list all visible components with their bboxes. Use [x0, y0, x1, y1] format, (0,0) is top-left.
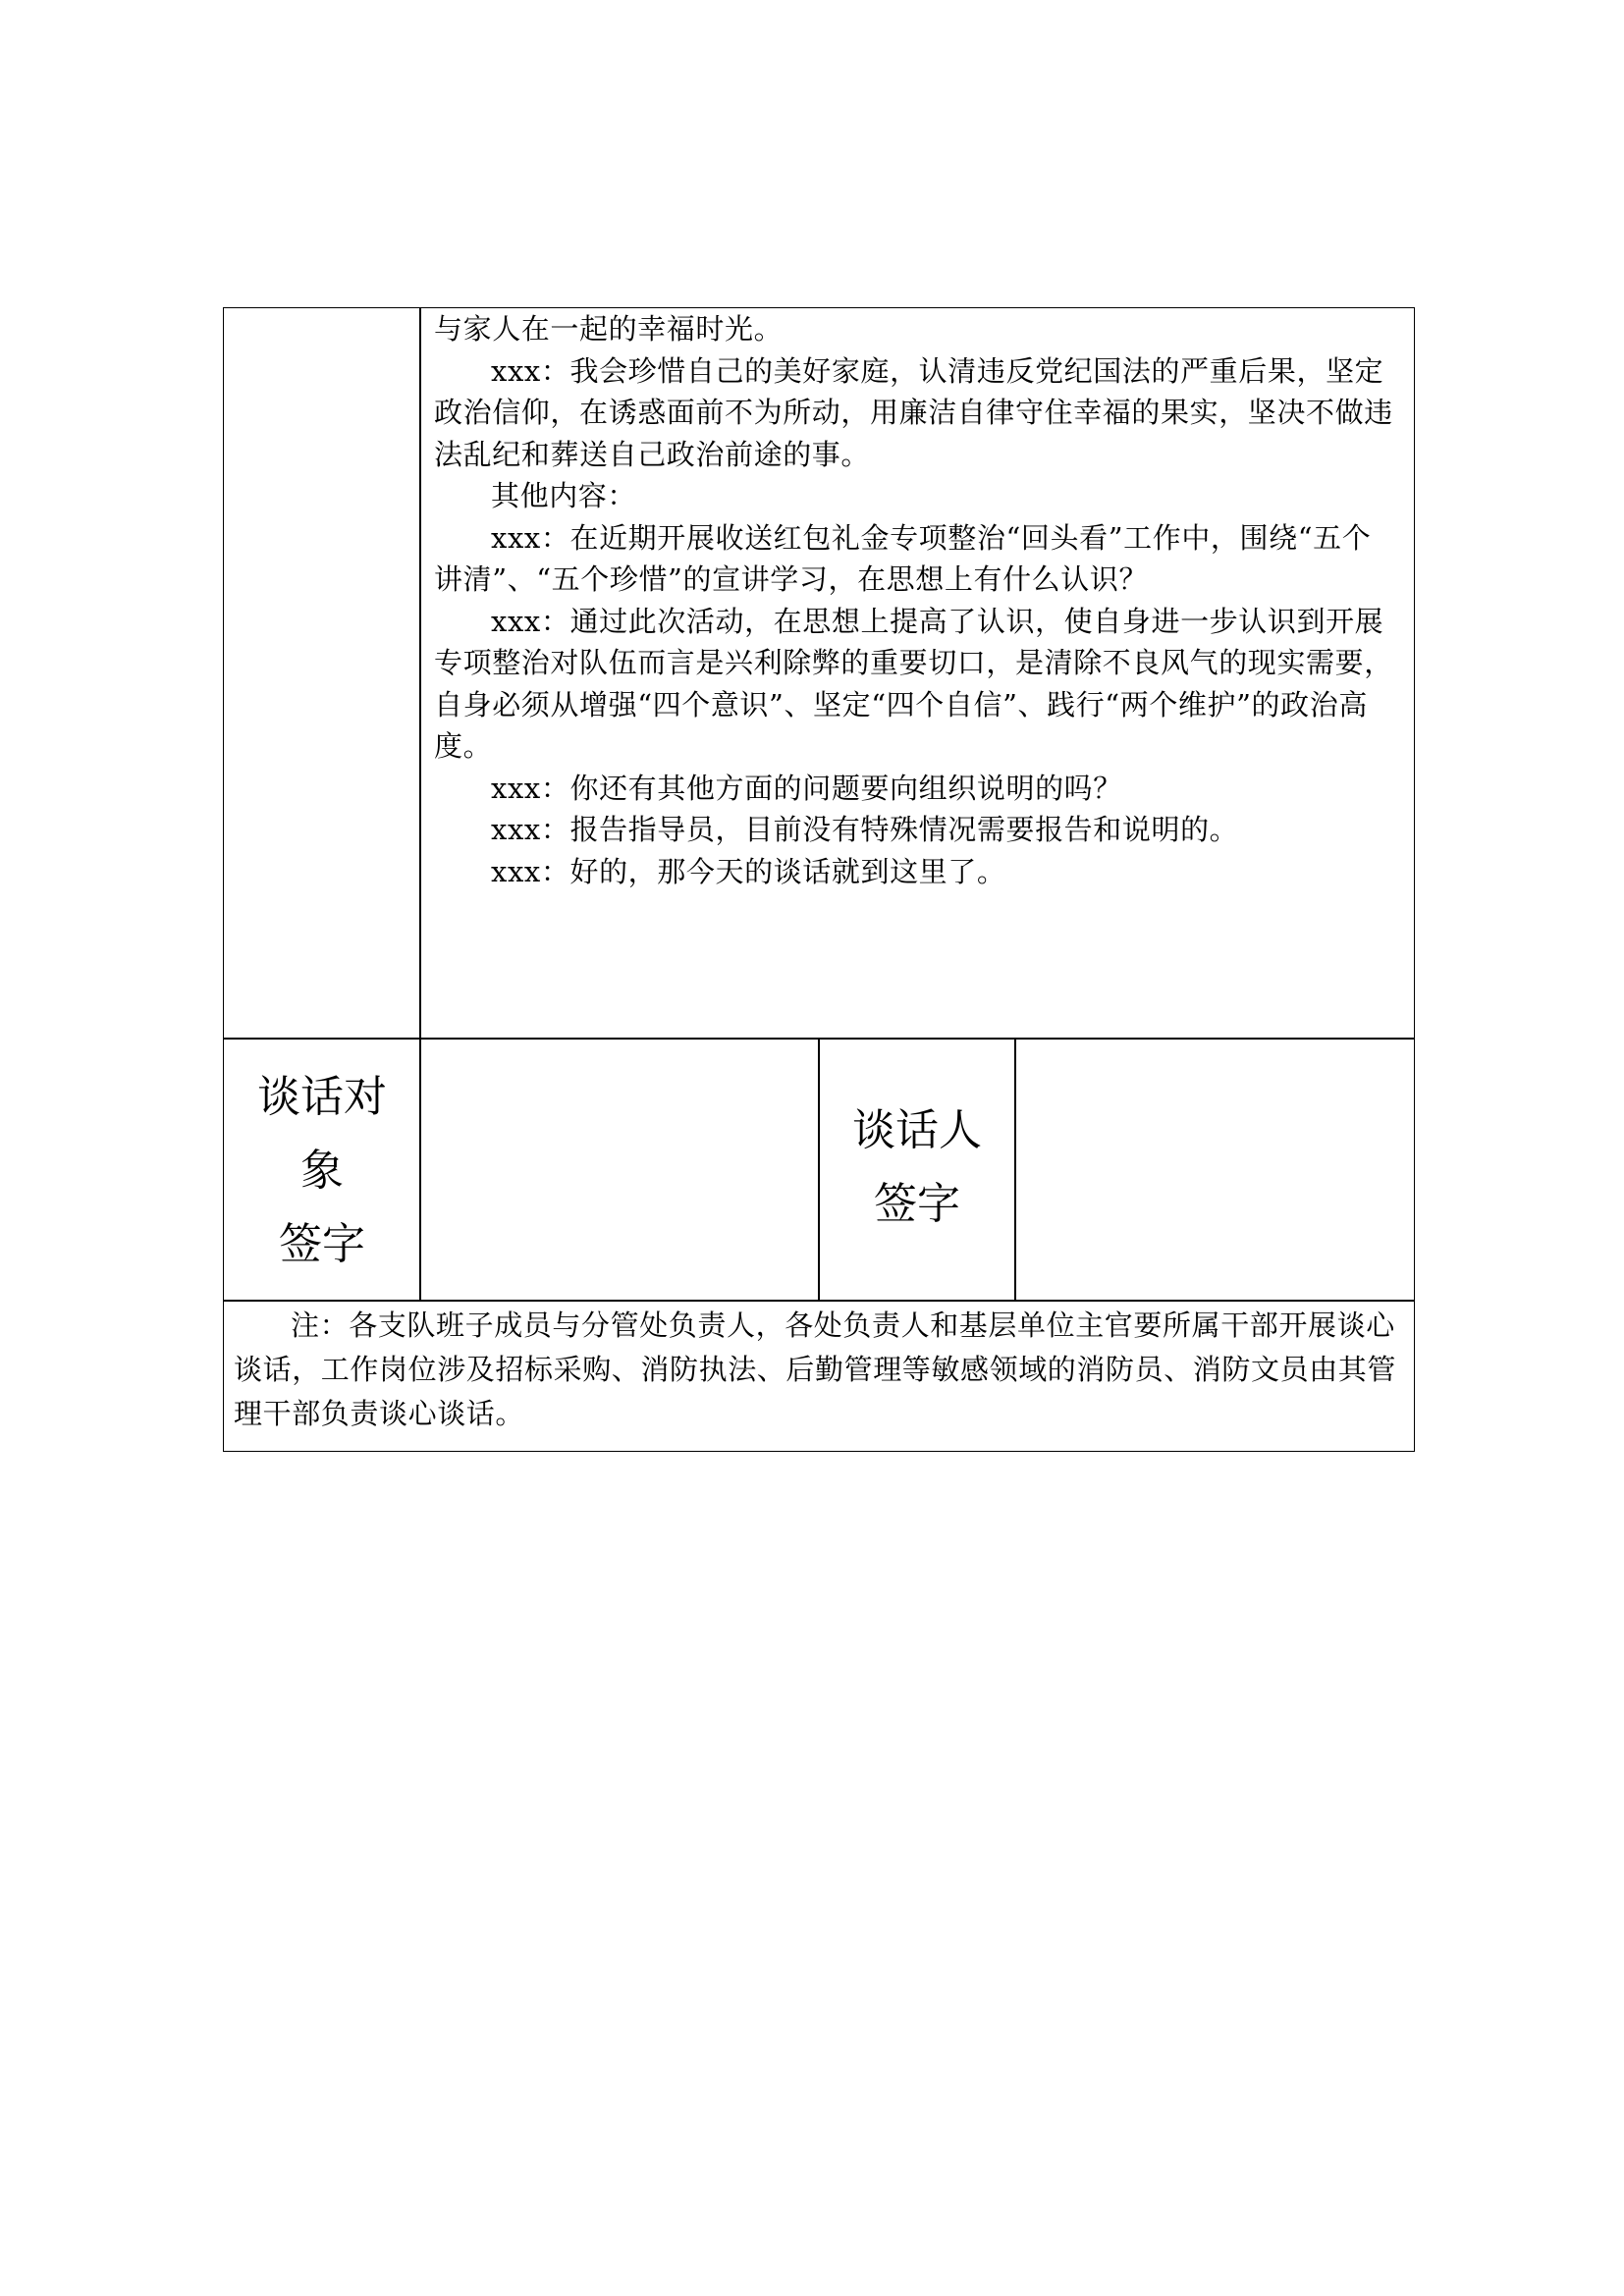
content-paragraph: xxx：好的，那今天的谈话就到这里了。 — [491, 854, 1006, 888]
content-paragraph: 与家人在一起的幸福时光。 — [434, 312, 784, 346]
interviewer-signature-label — [820, 1094, 1014, 1241]
interviewer-label-line: 签字 — [874, 1179, 960, 1229]
subject-signature-field[interactable] — [421, 1040, 818, 1300]
talk-record-table — [223, 307, 1415, 1452]
content-paragraph: xxx：通过此次活动，在思想上提高了认识，使自身进一步认识到开展专项整治对队伍而言是兴利除弊的重要切口，是清除不良风气的现实需要，自身必须从增强“四个意识”、坚定“四个自信”、践行“两个维护”的政治高度。 — [434, 604, 1393, 763]
content-paragraph: xxx：我会珍惜自己的美好家庭，认清违反党纪国法的严重后果，坚定政治信仰，在诱惑面前不为所动，用廉洁自律守住幸福的果实，坚决不做违法乱纪和葬送自己政治前途的事。 — [434, 353, 1393, 471]
content-paragraph: xxx：报告指导员，目前没有特殊情况需要报告和说明的。 — [491, 813, 1239, 846]
footnote — [234, 1304, 1402, 1436]
interviewer-signature-field[interactable] — [1016, 1040, 1414, 1300]
subject-label-line: 象 — [300, 1146, 344, 1196]
conversation-content — [434, 308, 1396, 892]
divider — [224, 1300, 1414, 1302]
subject-label-line: 签字 — [279, 1219, 365, 1269]
subject-label-line: 谈话对 — [257, 1072, 387, 1122]
content-paragraph: 其他内容： — [491, 479, 637, 512]
content-paragraph: xxx：在近期开展收送红包礼金专项整治“回头看”工作中，围绕“五个讲清”、“五个珍惜”的宣讲学习，在思想上有什么认识？ — [434, 520, 1372, 596]
content-paragraph: xxx：你还有其他方面的问题要向组织说明的吗？ — [491, 771, 1122, 805]
interviewer-label-line: 谈话人 — [852, 1105, 982, 1155]
footnote-text: 注：各支队班子成员与分管处负责人，各处负责人和基层单位主官要所属干部开展谈心谈话，工作岗位涉及招标采购、消防执法、后勤管理等敏感领域的消防员、消防文员由其管理干部负责谈心谈话。 — [234, 1308, 1397, 1430]
left-label-cell-empty — [224, 308, 420, 1038]
subject-signature-label — [224, 1060, 420, 1281]
